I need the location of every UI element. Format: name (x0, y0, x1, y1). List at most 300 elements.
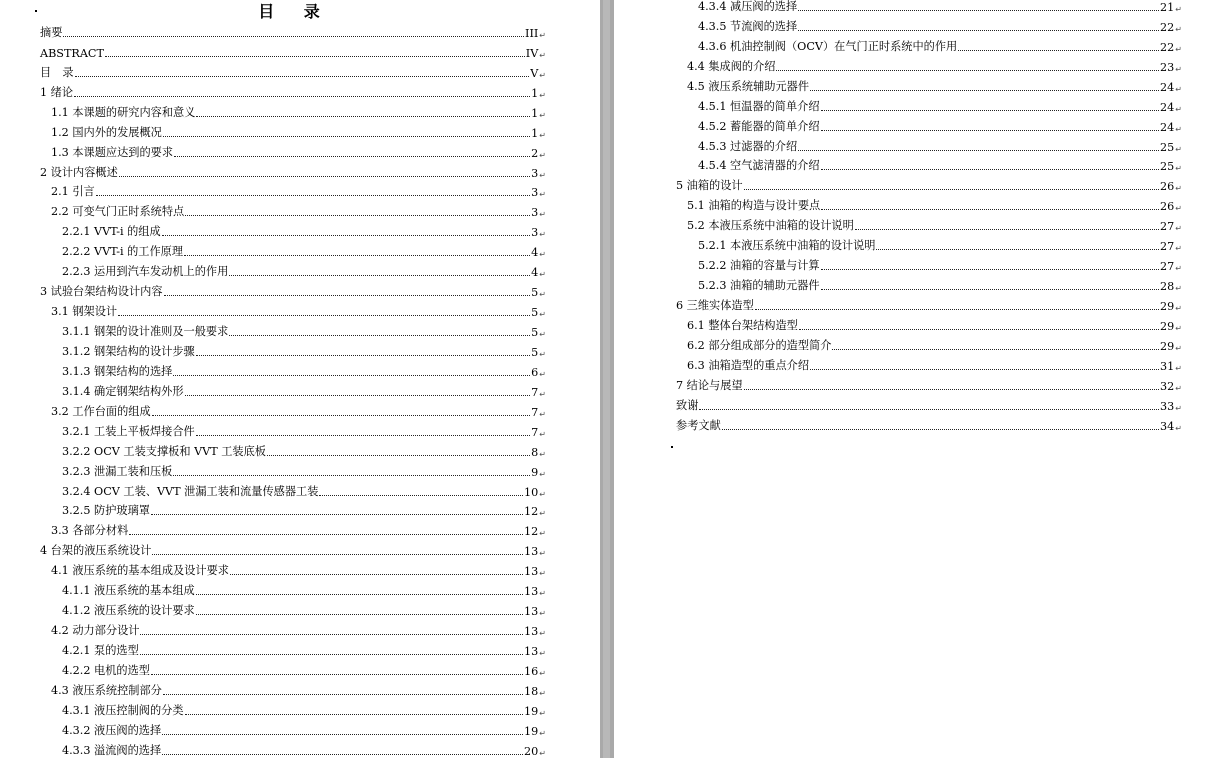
toc-dot-leader (229, 274, 530, 276)
toc-dot-leader (958, 49, 1159, 51)
toc-entry-page: 32 (1160, 379, 1175, 393)
toc-entry-page: 27 (1160, 220, 1175, 234)
toc-entry-label: 4.2.2 电机的选型 (62, 663, 150, 677)
toc-dot-leader (164, 294, 531, 296)
toc-dot-leader (821, 288, 1160, 290)
toc-entry-label: 4.2.1 泵的选型 (62, 644, 139, 657)
toc-entry-page: 33 (1160, 399, 1175, 413)
toc-entry-label: 4.1.2 液压系统的设计要求 (62, 604, 195, 618)
toc-dot-leader (119, 175, 530, 177)
toc-entry[interactable] (676, 376, 1182, 396)
toc-entry[interactable] (40, 222, 546, 242)
paragraph-mark-icon: ↵ (539, 90, 546, 100)
toc-entry-page: 13 (524, 545, 539, 559)
toc-entry-label: 4.5.3 过滤器的介绍 (698, 139, 798, 153)
page-right (614, 0, 1223, 758)
toc-entry-label: 2.2 可变气门正时系统特点 (51, 205, 185, 219)
toc-title: 目 录 (258, 2, 332, 21)
toc-dot-leader (173, 474, 530, 476)
toc-entry-page: 16 (524, 664, 539, 678)
paragraph-mark-icon: ↵ (539, 429, 546, 439)
toc-entry-label: 5.2 本液压系统中油箱的设计说明 (687, 219, 854, 233)
toc-entry[interactable] (676, 196, 1182, 216)
toc-dot-leader (229, 334, 530, 336)
paragraph-mark-icon: ↵ (1175, 184, 1182, 194)
paragraph-mark-icon: ↵ (539, 170, 546, 180)
toc-entry-label: 3.1.2 钢架结构的设计步骤 (62, 344, 195, 358)
paragraph-mark-icon: ↵ (1175, 64, 1182, 74)
toc-entry-label: 6 三维实体造型 (676, 299, 754, 312)
toc-dot-leader (876, 248, 1159, 250)
paragraph-mark-icon: ↵ (1175, 4, 1182, 14)
toc-entry-page: 19 (524, 724, 539, 738)
toc-entry-label: 5.2.2 油箱的容量与计算 (698, 259, 820, 273)
toc-entry[interactable] (40, 342, 546, 362)
toc-entry[interactable] (676, 236, 1182, 256)
toc-dot-leader (162, 733, 523, 735)
paragraph-mark-icon: ↵ (1175, 383, 1182, 393)
toc-entry-page: 3 (531, 186, 539, 200)
toc-entry[interactable] (676, 356, 1182, 376)
toc-entry-page: 5 (531, 306, 539, 320)
toc-entry[interactable] (676, 396, 1182, 416)
toc-dot-leader (185, 214, 530, 216)
paragraph-mark-icon: ↵ (1175, 44, 1182, 54)
toc-entry-page: 6 (531, 365, 539, 379)
toc-dot-leader (722, 428, 1159, 430)
paragraph-mark-icon: ↵ (1175, 323, 1182, 333)
paragraph-mark-icon: ↵ (539, 409, 546, 419)
toc-dot-leader (173, 374, 530, 376)
paragraph-mark-icon: ↵ (539, 748, 546, 758)
toc-entry[interactable] (676, 216, 1182, 236)
toc-dot-leader (755, 308, 1159, 310)
toc-entry[interactable] (40, 442, 546, 462)
toc-entry-page: V (530, 66, 539, 80)
paragraph-mark-icon: ↵ (539, 668, 546, 678)
toc-entry[interactable] (40, 462, 546, 482)
toc-entry-page: 5 (531, 345, 539, 359)
toc-dot-leader (162, 234, 530, 236)
toc-entry-label: 6.1 整体台架结构造型 (687, 318, 798, 332)
toc-dot-leader (163, 693, 523, 695)
toc-dot-leader (699, 408, 1159, 410)
toc-entry[interactable] (40, 482, 546, 502)
toc-list-right (676, 0, 1182, 436)
toc-entry-label: 参考文献 (676, 418, 721, 432)
toc-dot-leader (230, 573, 523, 575)
toc-entry-page: 21 (1160, 0, 1175, 14)
toc-entry-page: 13 (524, 565, 539, 579)
paragraph-mark-icon: ↵ (1175, 164, 1182, 174)
toc-entry-label: 2.1 引言 (51, 185, 95, 199)
toc-entry-label: 4.3.1 液压控制阀的分类 (62, 703, 184, 717)
toc-dot-leader (798, 149, 1159, 151)
paragraph-mark-icon: ↵ (539, 290, 546, 300)
toc-entry[interactable] (40, 641, 546, 661)
toc-dot-leader (810, 368, 1159, 370)
toc-entry[interactable] (40, 741, 546, 758)
toc-entry-page: 4 (531, 266, 539, 280)
toc-entry[interactable] (40, 502, 546, 522)
toc-entry-page: 7 (531, 385, 539, 399)
toc-entry[interactable] (40, 561, 546, 581)
toc-dot-leader (152, 414, 531, 416)
toc-dot-leader (163, 135, 530, 137)
paragraph-mark-icon: ↵ (539, 310, 546, 320)
toc-entry-label: 3.2.4 OCV 工装、VVT 泄漏工装和流量传感器工装 (62, 484, 319, 498)
toc-entry[interactable] (40, 362, 546, 382)
toc-entry-page: 24 (1160, 100, 1175, 114)
paragraph-mark-icon: ↵ (1175, 343, 1182, 353)
paragraph-mark-icon: ↵ (539, 549, 546, 559)
toc-entry[interactable] (40, 262, 546, 282)
toc-entry[interactable] (676, 0, 1182, 17)
paragraph-mark-icon: ↵ (1175, 403, 1182, 413)
toc-entry-page: 12 (524, 505, 539, 519)
paragraph-mark-icon: ↵ (539, 50, 546, 60)
toc-entry[interactable] (676, 416, 1182, 436)
toc-entry[interactable] (40, 601, 546, 621)
paragraph-mark-icon: ↵ (1175, 264, 1182, 274)
toc-entry-label: 4.3 液压系统控制部分 (51, 683, 162, 697)
toc-entry-page: 34 (1160, 419, 1175, 433)
toc-entry[interactable] (676, 77, 1182, 97)
paragraph-mark-icon: ↵ (539, 728, 546, 738)
toc-entry-page: 12 (524, 525, 539, 539)
toc-entry[interactable] (40, 83, 546, 103)
toc-entry-label: 4.3.3 溢流阀的选择 (62, 743, 162, 757)
toc-entry-label: 致谢 (676, 398, 699, 412)
paragraph-mark-icon: ↵ (1175, 204, 1182, 214)
paragraph-mark-icon: ↵ (1175, 84, 1182, 94)
toc-entry[interactable] (676, 97, 1182, 117)
toc-entry-label: 4.4 集成阀的介绍 (687, 59, 776, 73)
paragraph-mark-icon: ↵ (1175, 24, 1182, 34)
toc-dot-leader (75, 75, 530, 77)
toc-entry-label: 3.2.3 泄漏工装和压板 (62, 464, 173, 478)
toc-entry-page: IV (525, 46, 539, 60)
toc-entry-label: 2.2.2 VVT-i 的工作原理 (62, 245, 184, 259)
paragraph-mark-icon: ↵ (539, 389, 546, 399)
toc-entry-page: 5 (531, 286, 539, 300)
paragraph-mark-icon: ↵ (1175, 284, 1182, 294)
toc-entry-page: 19 (524, 704, 539, 718)
paragraph-mark-icon: ↵ (539, 130, 546, 140)
toc-entry-page: 20 (524, 744, 539, 758)
toc-dot-leader (196, 354, 530, 356)
toc-dot-leader (140, 633, 523, 635)
toc-entry-label: 3.2.5 防护玻璃罩 (62, 504, 150, 518)
toc-dot-leader (174, 155, 530, 157)
toc-entry-page: 2 (531, 146, 539, 160)
toc-entry-label: 2.2.1 VVT-i 的组成 (62, 225, 161, 239)
toc-entry-page: 29 (1160, 300, 1175, 313)
paragraph-mark-icon: ↵ (539, 688, 546, 698)
toc-entry-page: 7 (531, 405, 539, 419)
toc-dot-leader (184, 254, 530, 256)
toc-entry-label: 5 油箱的设计 (676, 179, 743, 193)
toc-entry[interactable] (40, 621, 546, 641)
toc-entry-label: 2.2.3 运用到汽车发动机上的作用 (62, 265, 229, 279)
toc-dot-leader (855, 228, 1159, 230)
toc-entry-page: III (525, 26, 539, 40)
toc-dot-leader (821, 208, 1159, 210)
paragraph-bullet (671, 446, 673, 448)
toc-entry-label: 3.1.3 钢架结构的选择 (62, 364, 173, 378)
toc-entry-page: 10 (524, 485, 539, 499)
toc-entry-page: 25 (1160, 140, 1175, 154)
toc-entry[interactable] (676, 296, 1182, 316)
toc-entry-page: 23 (1160, 60, 1175, 74)
toc-entry[interactable] (676, 176, 1182, 196)
toc-dot-leader (185, 394, 531, 396)
toc-entry[interactable] (40, 721, 546, 741)
toc-entry-page: 24 (1160, 80, 1175, 94)
toc-entry[interactable] (40, 322, 546, 342)
toc-entry-page: 3 (531, 166, 539, 180)
toc-entry-page: 25 (1160, 160, 1175, 174)
toc-entry-label: 4.1 液压系统的基本组成及设计要求 (51, 564, 229, 578)
toc-entry[interactable] (676, 316, 1182, 336)
toc-entry-label: 4.1.1 液压系统的基本组成 (62, 584, 195, 598)
toc-entry-label: 1 绪论 (40, 85, 74, 99)
paragraph-mark-icon: ↵ (539, 330, 546, 339)
toc-dot-leader (799, 328, 1159, 330)
toc-entry-label: 6.3 油箱造型的重点介绍 (687, 358, 810, 372)
toc-entry[interactable] (40, 202, 546, 222)
toc-entry[interactable] (676, 57, 1182, 77)
toc-entry[interactable] (40, 282, 546, 302)
toc-entry[interactable] (40, 23, 546, 43)
toc-entry-page: 31 (1160, 359, 1175, 373)
toc-entry-label: 1.3 本课题应达到的要求 (51, 145, 174, 159)
toc-entry-label: 3 试验台架结构设计内容 (40, 285, 163, 299)
paragraph-mark-icon: ↵ (539, 230, 546, 240)
toc-entry[interactable] (40, 143, 546, 163)
toc-dot-leader (196, 434, 530, 436)
paragraph-mark-icon: ↵ (539, 349, 546, 359)
paragraph-mark-icon: ↵ (539, 369, 546, 379)
toc-entry[interactable] (40, 123, 546, 143)
toc-entry[interactable] (40, 183, 546, 203)
toc-dot-leader (267, 454, 530, 456)
toc-entry[interactable] (676, 256, 1182, 276)
toc-entry-page: 5 (531, 326, 539, 339)
toc-entry-label: 4 台架的液压系统设计 (40, 544, 152, 558)
toc-entry-label: 目 录 (40, 65, 74, 79)
toc-entry-page: 1 (531, 106, 539, 120)
toc-entry-page: 29 (1160, 339, 1175, 353)
toc-dot-leader (821, 168, 1160, 170)
toc-dot-leader (129, 533, 523, 535)
toc-entry-page: 13 (524, 625, 539, 639)
toc-dot-leader (151, 673, 523, 675)
toc-entry-label: 2 设计内容概述 (40, 165, 118, 179)
toc-entry-label: 3.1.4 确定钢架结构外形 (62, 384, 184, 398)
toc-entry-page: 4 (531, 246, 539, 260)
paragraph-mark-icon: ↵ (539, 649, 546, 658)
toc-entry-label: 5.2.3 油箱的辅助元器件 (698, 279, 820, 293)
toc-entry[interactable] (676, 157, 1182, 177)
toc-entry[interactable] (40, 402, 546, 422)
toc-dot-leader (798, 29, 1159, 31)
page-gutter (600, 0, 614, 758)
toc-entry[interactable] (40, 581, 546, 601)
toc-dot-leader (798, 9, 1159, 11)
toc-entry-label: 4.3.2 液压阀的选择 (62, 723, 162, 737)
toc-entry[interactable] (40, 103, 546, 123)
toc-entry-page: 22 (1160, 40, 1175, 54)
paragraph-mark-icon: ↵ (539, 569, 546, 579)
paragraph-mark-icon: ↵ (1175, 144, 1182, 154)
toc-dot-leader (821, 109, 1160, 111)
paragraph-mark-icon: ↵ (539, 469, 546, 479)
toc-entry-label: 3.3 各部分材料 (51, 524, 129, 538)
toc-dot-leader (63, 35, 524, 37)
paragraph-mark-icon: ↵ (1175, 124, 1182, 134)
paragraph-mark-icon: ↵ (539, 270, 546, 280)
page-left (0, 0, 600, 758)
toc-entry-page: 9 (531, 465, 539, 479)
toc-entry-page: 13 (524, 605, 539, 619)
paragraph-mark-icon: ↵ (539, 529, 546, 539)
toc-dot-leader (810, 89, 1159, 91)
toc-entry[interactable] (40, 701, 546, 721)
paragraph-mark-icon: ↵ (539, 629, 546, 639)
toc-entry[interactable] (40, 422, 546, 442)
toc-entry-label: 4.3.4 减压阀的选择 (698, 0, 798, 13)
toc-entry[interactable] (40, 63, 546, 83)
toc-entry-label: 6.2 部分组成部分的造型简介 (687, 338, 832, 352)
paragraph-mark-icon: ↵ (539, 70, 546, 80)
toc-entry[interactable] (40, 43, 546, 63)
toc-entry-label: 4.5 液压系统辅助元器件 (687, 79, 810, 93)
toc-dot-leader (118, 314, 530, 316)
paragraph-mark-icon: ↵ (539, 150, 546, 160)
toc-entry-page: 28 (1160, 280, 1175, 294)
toc-dot-leader (151, 513, 523, 515)
paragraph-mark-icon: ↵ (1175, 244, 1182, 254)
paragraph-mark-icon: ↵ (539, 489, 546, 499)
toc-dot-leader (776, 69, 1159, 71)
toc-entry-label: 4.2 动力部分设计 (51, 624, 140, 638)
toc-entry-page: 29 (1160, 319, 1175, 333)
toc-dot-leader (744, 388, 1159, 390)
toc-entry[interactable] (676, 117, 1182, 137)
toc-entry-label: 3.2.2 OCV 工装支撑板和 VVT 工装底板 (62, 444, 266, 458)
toc-entry-page: 26 (1160, 180, 1175, 194)
paragraph-mark-icon: ↵ (1175, 423, 1182, 433)
toc-entry[interactable] (40, 382, 546, 402)
toc-entry[interactable] (676, 17, 1182, 37)
toc-entry[interactable] (40, 661, 546, 681)
toc-entry-page: 26 (1160, 200, 1175, 214)
toc-dot-leader (821, 268, 1160, 270)
toc-dot-leader (821, 129, 1160, 131)
paragraph-mark-icon: ↵ (539, 30, 546, 40)
toc-entry-page: 3 (531, 206, 539, 220)
toc-entry-label: 4.5.1 恒温器的简单介绍 (698, 99, 820, 113)
toc-entry[interactable] (676, 276, 1182, 296)
toc-entry-label: 摘要 (40, 25, 63, 39)
toc-entry-label: 1.2 国内外的发展概况 (51, 125, 162, 139)
paragraph-mark-icon: ↵ (1175, 304, 1182, 313)
toc-entry[interactable] (676, 336, 1182, 356)
paragraph-mark-icon: ↵ (1175, 363, 1182, 373)
toc-entry-label: 3.1.1 钢架的设计准则及一般要求 (62, 325, 229, 338)
paragraph-mark-icon: ↵ (539, 449, 546, 459)
toc-entry-label: 3.2 工作台面的组成 (51, 404, 151, 418)
paragraph-mark-icon: ↵ (539, 708, 546, 718)
toc-dot-leader (196, 613, 523, 615)
toc-dot-leader (832, 348, 1159, 350)
paragraph-mark-icon: ↵ (539, 190, 546, 200)
toc-entry-label: 5.1 油箱的构造与设计要点 (687, 199, 821, 213)
toc-dot-leader (319, 494, 523, 496)
toc-entry-label: 5.2.1 本液压系统中油箱的设计说明 (698, 239, 876, 253)
toc-dot-leader (162, 753, 523, 755)
toc-entry-label: 1.1 本课题的研究内容和意义 (51, 105, 196, 119)
toc-dot-leader (185, 713, 524, 715)
toc-entry[interactable] (40, 302, 546, 322)
paragraph-mark-icon: ↵ (539, 210, 546, 220)
toc-dot-leader (140, 653, 523, 655)
toc-entry-label: 7 结论与展望 (676, 378, 743, 392)
toc-entry-label: 3.2.1 工装上平板焊接合件 (62, 424, 195, 438)
toc-list-left (40, 23, 546, 758)
toc-entry[interactable] (40, 242, 546, 262)
toc-entry[interactable] (40, 163, 546, 183)
paragraph-mark-icon: ↵ (539, 509, 546, 519)
toc-entry-label: 4.5.4 空气滤清器的介绍 (698, 159, 820, 173)
toc-entry-page: 24 (1160, 120, 1175, 134)
toc-dot-leader (152, 553, 523, 555)
toc-entry-page: 27 (1160, 240, 1175, 254)
paragraph-mark-icon: ↵ (539, 250, 546, 260)
toc-entry-page: 22 (1160, 20, 1175, 34)
toc-entry-page: 7 (531, 425, 539, 439)
toc-entry[interactable] (40, 541, 546, 561)
paragraph-mark-icon: ↵ (1175, 224, 1182, 234)
toc-dot-leader (196, 593, 523, 595)
toc-dot-leader (105, 55, 525, 57)
toc-entry-label: 4.3.6 机油控制阀（OCV）在气门正时系统中的作用 (698, 39, 958, 53)
toc-entry-page: 13 (524, 585, 539, 599)
toc-entry-label: 3.1 钢架设计 (51, 305, 118, 319)
toc-entry-label: 4.3.5 节流阀的选择 (698, 19, 798, 33)
toc-entry-page: 3 (531, 226, 539, 240)
toc-entry-label: 4.5.2 蓄能器的简单介绍 (698, 119, 820, 133)
toc-entry[interactable] (676, 37, 1182, 57)
toc-entry[interactable] (676, 137, 1182, 157)
toc-entry-page: 13 (524, 645, 539, 658)
paragraph-mark-icon: ↵ (539, 609, 546, 619)
toc-entry[interactable] (40, 521, 546, 541)
paragraph-mark-icon: ↵ (539, 589, 546, 599)
toc-dot-leader (744, 188, 1159, 190)
toc-entry-page: 18 (524, 684, 539, 698)
paragraph-mark-icon: ↵ (1175, 104, 1182, 114)
toc-entry-label: ABSTRACT (40, 46, 104, 60)
toc-entry-page: 8 (531, 445, 539, 459)
toc-entry[interactable] (40, 681, 546, 701)
toc-dot-leader (74, 95, 530, 97)
toc-entry-page: 27 (1160, 260, 1175, 274)
toc-dot-leader (96, 194, 530, 196)
toc-entry-page: 1 (531, 126, 539, 140)
toc-dot-leader (196, 115, 530, 117)
